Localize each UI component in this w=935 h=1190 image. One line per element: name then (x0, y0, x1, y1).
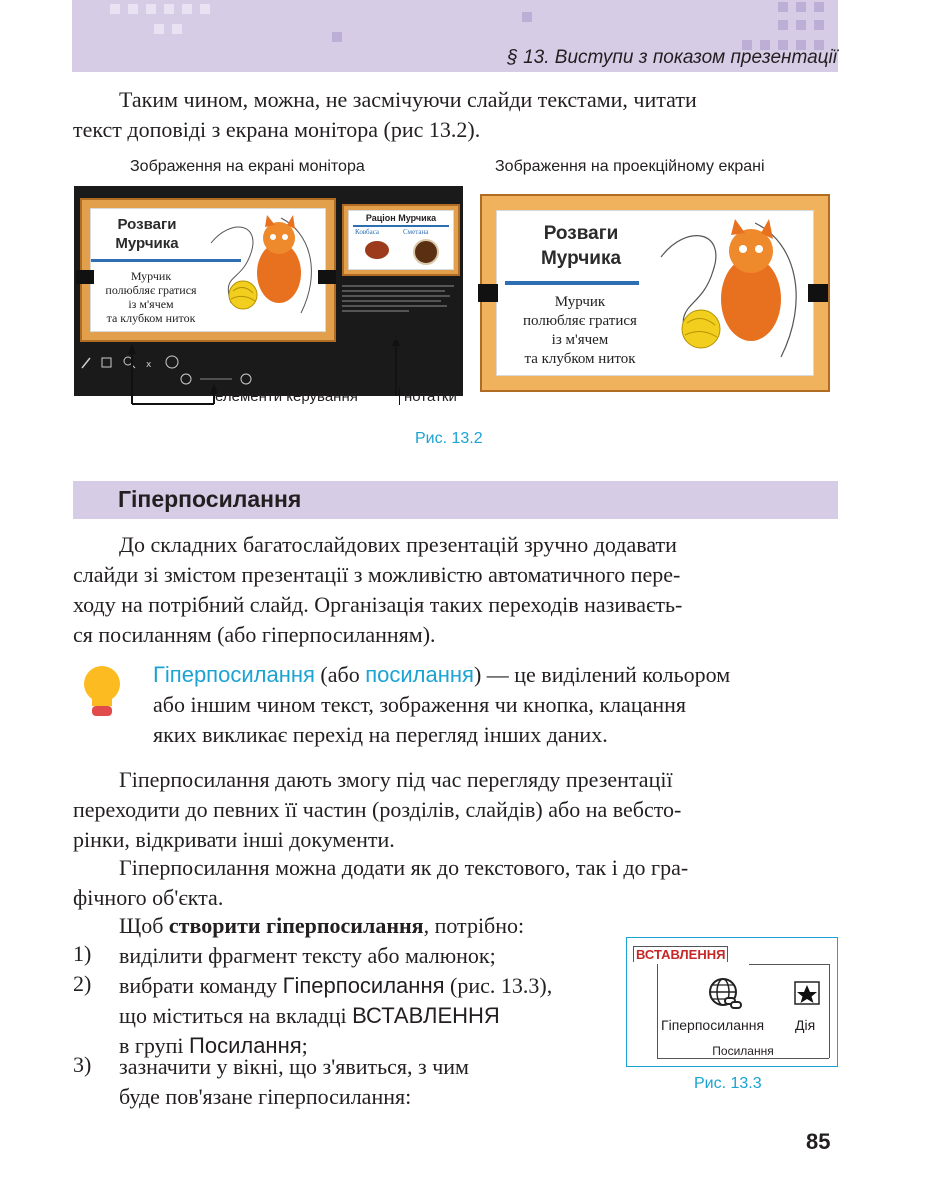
text-line: виділити фрагмент тексту або малюнок; (119, 943, 496, 968)
command-name: Гіперпосилання (282, 973, 445, 998)
svg-text:x: x (146, 360, 152, 370)
text-line: Таким чином, можна, не засмічуючи слайди текстами, читати (119, 87, 697, 112)
decor-square (154, 24, 164, 34)
sausage-image (365, 241, 389, 259)
text-line: зазначити у вікні, що з'явиться, з чим (119, 1054, 469, 1079)
projected-slide-canvas (496, 210, 814, 376)
decor-square (814, 20, 824, 30)
decor-square (164, 4, 174, 14)
steps-lead (73, 911, 613, 941)
text-line: переходити до певних її частин (розділів, слайдів) або на вебсто- (73, 797, 682, 822)
hyperlink-globe-icon (707, 976, 743, 1010)
figure-right-caption: Зображення на проекційному екрані (495, 158, 765, 175)
text-span: , потрібно: (423, 913, 525, 938)
projected-slide-text (501, 293, 659, 369)
next-slide-title: Раціон Мурчика (365, 213, 437, 223)
slide-canvas (90, 208, 326, 332)
cat-illustration (201, 213, 323, 325)
decor-square (778, 2, 788, 12)
step-number: 3) (73, 1052, 92, 1077)
text-span: вибрати команду (119, 973, 283, 998)
step-text (119, 1052, 604, 1112)
decor-square (128, 4, 138, 14)
text-span: (рис. 13.3), (444, 973, 553, 998)
text-line: слайди зі змістом презентації з можливістю автоматичного пере- (73, 562, 681, 587)
step-text (119, 941, 604, 971)
slide-text-line: та клубком ниток (106, 311, 196, 325)
slide-text-line: Мурчик (130, 269, 172, 283)
text-line: ходу на потрібний слайд. Організація таких переходів називаєть- (73, 592, 683, 617)
label-notes: нотатки (399, 388, 457, 405)
figure-caption: Рис. 13.2 (415, 430, 483, 447)
step-number: 2) (73, 971, 92, 996)
paragraph (73, 530, 838, 650)
decor-square (796, 2, 806, 12)
slide-text-line: та клубком ниток (524, 351, 636, 367)
decor-square (796, 20, 806, 30)
text-line: рінки, відкривати інші документи. (73, 827, 395, 852)
bold-term: створити гіперпосилання (168, 913, 424, 938)
hyperlink-button[interactable]: Гіперпосилання (661, 1017, 765, 1033)
slide-title-line: Розваги (543, 223, 619, 244)
ribbon-tab-insert[interactable]: ВСТАВЛЕННЯ (633, 946, 728, 962)
text-span: (або (314, 662, 366, 687)
next-slide-item: Сметана (403, 228, 429, 236)
decor-square (522, 12, 532, 22)
decor-square (200, 4, 210, 14)
text-span: ) — це виділений кольором (473, 662, 731, 687)
slide-text-line: полюбляє гратися (105, 283, 197, 297)
next-slide-item: Ковбаса (355, 228, 380, 236)
next-slide-divider (353, 225, 449, 227)
speaker-notes-area (342, 282, 454, 342)
intro-paragraph (73, 85, 838, 145)
projected-slide-divider (505, 281, 639, 285)
decor-square (182, 4, 192, 14)
slide-title-line: Розваги (117, 216, 177, 233)
decor-square (814, 2, 824, 12)
group-name: Посилання (189, 1033, 302, 1058)
sour-cream-image (413, 239, 439, 265)
text-line: текст доповіді з екрана монітора (рис 13.2). (73, 117, 481, 142)
ribbon-tab-line (749, 964, 829, 965)
paragraph (73, 853, 838, 913)
tab-name: ВСТАВЛЕННЯ (352, 1003, 500, 1028)
action-star-icon (793, 980, 823, 1008)
text-line: ся посиланням (або гіперпосиланням). (73, 622, 436, 647)
decor-square (110, 4, 120, 14)
text-line: Гіперпосилання можна додати як до текстового, так і до гра- (119, 855, 689, 880)
projected-slide-title (511, 221, 651, 271)
action-button[interactable]: Дія (795, 1017, 816, 1033)
text-line: буде пов'язане гіперпосилання: (119, 1084, 412, 1109)
text-line: До складних багатослайдових презентацій зручно додавати (119, 532, 677, 557)
step-number: 1) (73, 941, 92, 966)
term-hyperlink: Гіперпосилання (153, 662, 315, 687)
definition-block (153, 660, 838, 750)
text-span: в групі (119, 1033, 190, 1058)
text-line: Гіперпосилання дають змогу під час перегляду презентації (119, 767, 673, 792)
slide-side-bar (76, 270, 94, 284)
ribbon-screenshot (626, 937, 838, 1067)
slide-title-line: Мурчика (540, 248, 622, 269)
decor-square (332, 32, 342, 42)
label-controls: елементи керування (215, 388, 358, 405)
slide-text-line: Мурчик (554, 294, 606, 310)
figure-left-caption: Зображення на екрані монітора (130, 158, 365, 175)
slide-text-line: із м'ячем (128, 297, 174, 311)
paragraph (73, 765, 838, 855)
slide-side-bar (808, 284, 828, 302)
ribbon-group-label: Посилання (712, 1044, 774, 1058)
cat-illustration (647, 217, 811, 371)
current-slide (80, 198, 336, 342)
decor-square (172, 24, 182, 34)
term-link: посилання (365, 662, 474, 687)
slide-title-line: Мурчика (115, 235, 179, 252)
text-span: що міститься на вкладці (119, 1003, 353, 1028)
text-span: Щоб (119, 913, 169, 938)
text-line: фічного об'єкта. (73, 885, 224, 910)
decor-square (146, 4, 156, 14)
section-header (73, 481, 838, 519)
figure-caption: Рис. 13.3 (694, 1075, 762, 1092)
running-header-title: § 13. Виступи з показом презентації (507, 47, 837, 68)
slide-text (91, 269, 211, 325)
slide-side-bar (318, 270, 336, 284)
ribbon-group-border (657, 1058, 829, 1059)
decor-square (778, 20, 788, 30)
slide-text-line: із м'ячем (551, 332, 609, 348)
text-span: ; (301, 1033, 308, 1058)
ribbon-group-border (829, 964, 830, 1058)
next-slide-canvas (348, 210, 454, 270)
lightbulb-icon (80, 664, 124, 720)
section-title: Гіперпосилання (118, 486, 302, 512)
step-text (119, 971, 604, 1061)
projected-slide (480, 194, 830, 392)
text-line: яких викликає перехід на перегляд інших даних. (153, 722, 608, 747)
page-number: 85 (806, 1129, 831, 1154)
next-slide-thumbnail (342, 204, 460, 276)
text-line: або іншим чином текст, зображення чи кнопка, клацання (153, 692, 687, 717)
slide-side-bar (478, 284, 498, 302)
slide-title (97, 215, 197, 253)
slide-text-line: полюбляє гратися (523, 313, 637, 329)
